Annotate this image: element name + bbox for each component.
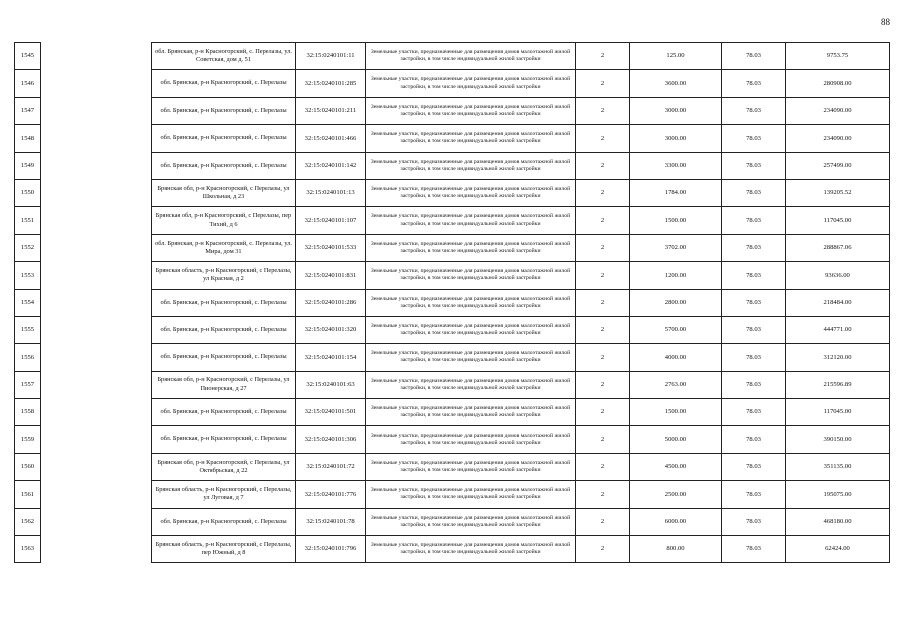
row-number-cell: 1552: [15, 234, 41, 261]
address-cell: Брянская область, р-н Красногорский, с Перелазы, ул Красная, д 2: [152, 262, 296, 289]
cadastral-number-cell: 32:15:0240101:285: [296, 70, 366, 97]
cadastral-value-cell: 280908.00: [786, 70, 890, 97]
area-cell: 2500.00: [630, 481, 722, 508]
table-row: [15, 508, 890, 535]
group-cell: 2: [576, 125, 630, 152]
land-use-cell: Земельные участки, предназначенные для размещения домов малоэтажной жилой застройки, в том числе индивидуальной жилой застройки: [366, 371, 576, 398]
cadastral-value-cell: 234090.00: [786, 97, 890, 124]
cadastral-value-cell: 9753.75: [786, 43, 890, 70]
address-cell: обл. Брянская, р-н Красногорский, с. Перелазы: [152, 70, 296, 97]
rate-cell: 78.03: [722, 481, 786, 508]
land-use-cell: Земельные участки, предназначенные для размещения домов малоэтажной жилой застройки, в том числе индивидуальной жилой застройки: [366, 207, 576, 234]
row-number-cell: 1545: [15, 43, 41, 70]
cadastral-number-cell: 32:15:0240101:466: [296, 125, 366, 152]
area-cell: 2800.00: [630, 289, 722, 316]
land-plots-table: [14, 42, 890, 563]
rate-cell: 78.03: [722, 207, 786, 234]
address-cell: Брянская обл, р-н Красногорский, с Перелазы, ул Пионерская, д 27: [152, 371, 296, 398]
cadastral-value-cell: 62424.00: [786, 536, 890, 563]
area-cell: 800.00: [630, 536, 722, 563]
land-use-cell: Земельные участки, предназначенные для размещения домов малоэтажной жилой застройки, в том числе индивидуальной жилой застройки: [366, 97, 576, 124]
cadastral-value-cell: 117045.00: [786, 399, 890, 426]
cadastral-number-cell: 32:15:0240101:107: [296, 207, 366, 234]
address-cell: обл. Брянская, р-н Красногорский, с. Перелазы: [152, 152, 296, 179]
address-cell: обл. Брянская, р-н Красногорский, с. Перелазы: [152, 97, 296, 124]
rate-cell: 78.03: [722, 43, 786, 70]
cadastral-value-cell: 139205.52: [786, 179, 890, 206]
cadastral-value-cell: 93636.00: [786, 262, 890, 289]
table-row: [15, 43, 890, 70]
spacer-cell: [41, 234, 152, 261]
address-cell: обл. Брянская, р-н Красногорский, с. Перелазы, ул. Советская, дом д. 51: [152, 43, 296, 70]
rate-cell: 78.03: [722, 179, 786, 206]
group-cell: 2: [576, 371, 630, 398]
cadastral-value-cell: 312120.00: [786, 344, 890, 371]
table-row: [15, 344, 890, 371]
cadastral-value-cell: 218484.00: [786, 289, 890, 316]
spacer-cell: [41, 481, 152, 508]
land-use-cell: Земельные участки, предназначенные для размещения домов малоэтажной жилой застройки, в том числе индивидуальной жилой застройки: [366, 508, 576, 535]
land-use-cell: Земельные участки, предназначенные для размещения домов малоэтажной жилой застройки, в том числе индивидуальной жилой застройки: [366, 125, 576, 152]
table-row: [15, 234, 890, 261]
row-number-cell: 1563: [15, 536, 41, 563]
group-cell: 2: [576, 207, 630, 234]
spacer-cell: [41, 371, 152, 398]
cadastral-number-cell: 32:15:0240101:831: [296, 262, 366, 289]
row-number-cell: 1551: [15, 207, 41, 234]
spacer-cell: [41, 262, 152, 289]
address-cell: обл. Брянская, р-н Красногорский, с. Перелазы: [152, 508, 296, 535]
rate-cell: 78.03: [722, 316, 786, 343]
spacer-cell: [41, 316, 152, 343]
group-cell: 2: [576, 70, 630, 97]
rate-cell: 78.03: [722, 152, 786, 179]
group-cell: 2: [576, 426, 630, 453]
table-row: [15, 97, 890, 124]
rate-cell: 78.03: [722, 70, 786, 97]
cadastral-number-cell: 32:15:0240101:501: [296, 399, 366, 426]
cadastral-value-cell: 234090.00: [786, 125, 890, 152]
row-number-cell: 1556: [15, 344, 41, 371]
area-cell: 3702.00: [630, 234, 722, 261]
area-cell: 3000.00: [630, 97, 722, 124]
rate-cell: 78.03: [722, 262, 786, 289]
cadastral-number-cell: 32:15:0240101:154: [296, 344, 366, 371]
cadastral-value-cell: 195075.00: [786, 481, 890, 508]
spacer-cell: [41, 453, 152, 480]
group-cell: 2: [576, 262, 630, 289]
land-use-cell: Земельные участки, предназначенные для размещения домов малоэтажной жилой застройки, в том числе индивидуальной жилой застройки: [366, 453, 576, 480]
group-cell: 2: [576, 289, 630, 316]
area-cell: 1200.00: [630, 262, 722, 289]
area-cell: 125.00: [630, 43, 722, 70]
cadastral-number-cell: 32:15:0240101:13: [296, 179, 366, 206]
spacer-cell: [41, 508, 152, 535]
group-cell: 2: [576, 97, 630, 124]
group-cell: 2: [576, 536, 630, 563]
group-cell: 2: [576, 399, 630, 426]
spacer-cell: [41, 289, 152, 316]
rate-cell: 78.03: [722, 344, 786, 371]
spacer-cell: [41, 207, 152, 234]
rate-cell: 78.03: [722, 453, 786, 480]
table-row: [15, 207, 890, 234]
table-body: [15, 43, 890, 563]
spacer-cell: [41, 426, 152, 453]
cadastral-value-cell: 288867.06: [786, 234, 890, 261]
address-cell: Брянская обл, р-н Красногорский, с Перелазы, ул Октябрьская, д 22: [152, 453, 296, 480]
cadastral-number-cell: 32:15:0240101:78: [296, 508, 366, 535]
row-number-cell: 1553: [15, 262, 41, 289]
cadastral-value-cell: 117045.00: [786, 207, 890, 234]
row-number-cell: 1548: [15, 125, 41, 152]
rate-cell: 78.03: [722, 399, 786, 426]
group-cell: 2: [576, 152, 630, 179]
address-cell: обл. Брянская, р-н Красногорский, с. Перелазы, ул. Мира, дом 31: [152, 234, 296, 261]
table-row: [15, 481, 890, 508]
group-cell: 2: [576, 234, 630, 261]
address-cell: обл. Брянская, р-н Красногорский, с. Перелазы: [152, 399, 296, 426]
row-number-cell: 1547: [15, 97, 41, 124]
address-cell: обл. Брянская, р-н Красногорский, с. Перелазы: [152, 344, 296, 371]
cadastral-number-cell: 32:15:0240101:11: [296, 43, 366, 70]
spacer-cell: [41, 125, 152, 152]
table-row: [15, 70, 890, 97]
area-cell: 5000.00: [630, 426, 722, 453]
spacer-cell: [41, 152, 152, 179]
cadastral-number-cell: 32:15:0240101:796: [296, 536, 366, 563]
row-number-cell: 1561: [15, 481, 41, 508]
row-number-cell: 1546: [15, 70, 41, 97]
area-cell: 1500.00: [630, 207, 722, 234]
rate-cell: 78.03: [722, 289, 786, 316]
rate-cell: 78.03: [722, 536, 786, 563]
area-cell: 4500.00: [630, 453, 722, 480]
cadastral-number-cell: 32:15:0240101:211: [296, 97, 366, 124]
rate-cell: 78.03: [722, 125, 786, 152]
land-use-cell: Земельные участки, предназначенные для размещения домов малоэтажной жилой застройки, в том числе индивидуальной жилой застройки: [366, 289, 576, 316]
cadastral-number-cell: 32:15:0240101:533: [296, 234, 366, 261]
row-number-cell: 1560: [15, 453, 41, 480]
address-cell: обл. Брянская, р-н Красногорский, с. Перелазы: [152, 289, 296, 316]
area-cell: 2763.00: [630, 371, 722, 398]
table-row: [15, 179, 890, 206]
row-number-cell: 1554: [15, 289, 41, 316]
spacer-cell: [41, 97, 152, 124]
land-use-cell: Земельные участки, предназначенные для размещения домов малоэтажной жилой застройки, в том числе индивидуальной жилой застройки: [366, 481, 576, 508]
cadastral-value-cell: 215596.89: [786, 371, 890, 398]
cadastral-number-cell: 32:15:0240101:63: [296, 371, 366, 398]
group-cell: 2: [576, 508, 630, 535]
cadastral-number-cell: 32:15:0240101:306: [296, 426, 366, 453]
rate-cell: 78.03: [722, 234, 786, 261]
spacer-cell: [41, 43, 152, 70]
land-use-cell: Земельные участки, предназначенные для размещения домов малоэтажной жилой застройки, в том числе индивидуальной жилой застройки: [366, 344, 576, 371]
table-row: [15, 289, 890, 316]
address-cell: обл. Брянская, р-н Красногорский, с. Перелазы: [152, 316, 296, 343]
address-cell: обл. Брянская, р-н Красногорский, с. Перелазы: [152, 426, 296, 453]
land-use-cell: Земельные участки, предназначенные для размещения домов малоэтажной жилой застройки, в том числе индивидуальной жилой застройки: [366, 179, 576, 206]
table-row: [15, 399, 890, 426]
page-number: 88: [881, 17, 890, 27]
area-cell: 6000.00: [630, 508, 722, 535]
rate-cell: 78.03: [722, 426, 786, 453]
land-use-cell: Земельные участки, предназначенные для размещения домов малоэтажной жилой застройки, в том числе индивидуальной жилой застройки: [366, 70, 576, 97]
address-cell: Брянская обл, р-н Красногорский, с Перелазы, ул Школьная, д 23: [152, 179, 296, 206]
row-number-cell: 1557: [15, 371, 41, 398]
rate-cell: 78.03: [722, 508, 786, 535]
cadastral-value-cell: 444771.00: [786, 316, 890, 343]
land-use-cell: Земельные участки, предназначенные для размещения домов малоэтажной жилой застройки, в том числе индивидуальной жилой застройки: [366, 399, 576, 426]
area-cell: 3300.00: [630, 152, 722, 179]
area-cell: 1500.00: [630, 399, 722, 426]
table-row: [15, 371, 890, 398]
table-row: [15, 125, 890, 152]
table-row: [15, 536, 890, 563]
cadastral-value-cell: 351135.00: [786, 453, 890, 480]
row-number-cell: 1555: [15, 316, 41, 343]
address-cell: обл. Брянская, р-н Красногорский, с. Перелазы: [152, 125, 296, 152]
area-cell: 5700.00: [630, 316, 722, 343]
area-cell: 1784.00: [630, 179, 722, 206]
land-use-cell: Земельные участки, предназначенные для размещения домов малоэтажной жилой застройки, в том числе индивидуальной жилой застройки: [366, 426, 576, 453]
table-row: [15, 152, 890, 179]
row-number-cell: 1550: [15, 179, 41, 206]
row-number-cell: 1562: [15, 508, 41, 535]
group-cell: 2: [576, 179, 630, 206]
spacer-cell: [41, 536, 152, 563]
cadastral-number-cell: 32:15:0240101:286: [296, 289, 366, 316]
address-cell: Брянская обл, р-н Красногорский, с Перелазы, пер Тихий, д 6: [152, 207, 296, 234]
cadastral-number-cell: 32:15:0240101:320: [296, 316, 366, 343]
cadastral-number-cell: 32:15:0240101:142: [296, 152, 366, 179]
group-cell: 2: [576, 481, 630, 508]
area-cell: 4000.00: [630, 344, 722, 371]
row-number-cell: 1558: [15, 399, 41, 426]
rate-cell: 78.03: [722, 97, 786, 124]
cadastral-value-cell: 257499.00: [786, 152, 890, 179]
address-cell: Брянская область, р-н Красногорский, с Перелазы, ул Луговая, д 7: [152, 481, 296, 508]
cadastral-number-cell: 32:15:0240101:72: [296, 453, 366, 480]
group-cell: 2: [576, 453, 630, 480]
spacer-cell: [41, 344, 152, 371]
group-cell: 2: [576, 316, 630, 343]
address-cell: Брянская область, р-н Красногорский, с Перелазы, пер Южный, д 8: [152, 536, 296, 563]
area-cell: 3600.00: [630, 70, 722, 97]
table-row: [15, 453, 890, 480]
group-cell: 2: [576, 43, 630, 70]
area-cell: 3000.00: [630, 125, 722, 152]
row-number-cell: 1559: [15, 426, 41, 453]
land-use-cell: Земельные участки, предназначенные для размещения домов малоэтажной жилой застройки, в том числе индивидуальной жилой застройки: [366, 43, 576, 70]
cadastral-value-cell: 468180.00: [786, 508, 890, 535]
spacer-cell: [41, 179, 152, 206]
cadastral-number-cell: 32:15:0240101:776: [296, 481, 366, 508]
land-use-cell: Земельные участки, предназначенные для размещения домов малоэтажной жилой застройки, в том числе индивидуальной жилой застройки: [366, 316, 576, 343]
spacer-cell: [41, 399, 152, 426]
spacer-cell: [41, 70, 152, 97]
land-use-cell: Земельные участки, предназначенные для размещения домов малоэтажной жилой застройки, в том числе индивидуальной жилой застройки: [366, 536, 576, 563]
land-use-cell: Земельные участки, предназначенные для размещения домов малоэтажной жилой застройки, в том числе индивидуальной жилой застройки: [366, 152, 576, 179]
cadastral-value-cell: 390150.00: [786, 426, 890, 453]
table-row: [15, 262, 890, 289]
land-use-cell: Земельные участки, предназначенные для размещения домов малоэтажной жилой застройки, в том числе индивидуальной жилой застройки: [366, 262, 576, 289]
row-number-cell: 1549: [15, 152, 41, 179]
group-cell: 2: [576, 344, 630, 371]
rate-cell: 78.03: [722, 371, 786, 398]
land-use-cell: Земельные участки, предназначенные для размещения домов малоэтажной жилой застройки, в том числе индивидуальной жилой застройки: [366, 234, 576, 261]
table-row: [15, 316, 890, 343]
table-row: [15, 426, 890, 453]
